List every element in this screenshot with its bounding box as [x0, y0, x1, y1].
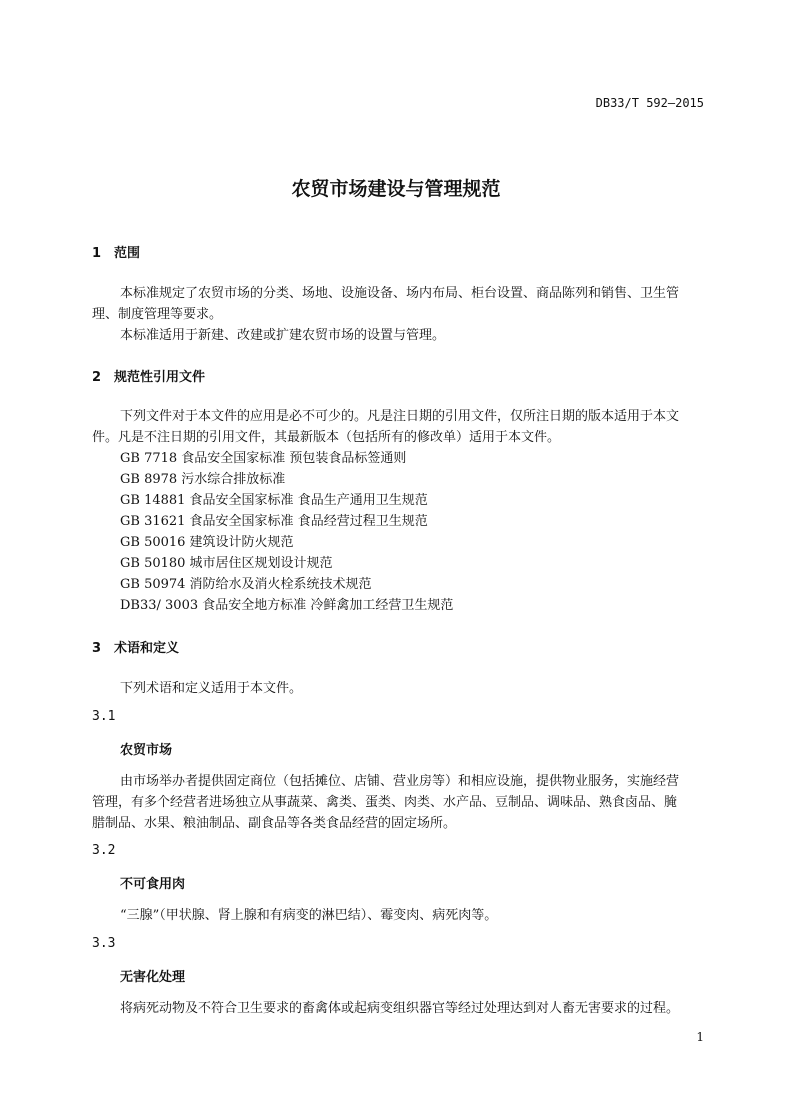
section-number: 1 — [92, 246, 102, 261]
section-1-heading — [92, 242, 140, 261]
page-title: 农贸市场建设与管理规范 — [291, 178, 501, 200]
paragraph-line: 本标准适用于新建、改建或扩建农贸市场的设置与管理。 — [120, 328, 446, 343]
reference-item: GB 50016 建筑设计防火规范 — [120, 535, 294, 550]
reference-item: GB 14881 食品安全国家标准 食品生产通用卫生规范 — [120, 493, 428, 508]
term-title: 不可食用肉 — [120, 877, 186, 892]
reference-item: DB33/ 3003 食品安全地方标准 冷鲜禽加工经营卫生规范 — [120, 598, 454, 613]
term-title: 农贸市场 — [120, 743, 173, 758]
section-number: 3 — [92, 641, 102, 656]
section-2-heading — [92, 366, 205, 385]
definition-line: 由市场举办者提供固定商位（包括摊位、店铺、营业房等）和相应设施，提供物业服务，实施经营 — [120, 774, 680, 789]
section-title: 术语和定义 — [114, 641, 180, 656]
section-number: 2 — [92, 370, 102, 385]
definition-line: “三腺”（甲状腺、肾上腺和有病变的淋巴结）、霉变肉、病死肉等。 — [120, 908, 498, 923]
paragraph-line: 件。凡是不注日期的引用文件，其最新版本（包括所有的修改单）适用于本文件。 — [92, 430, 561, 445]
term-title: 无害化处理 — [120, 970, 186, 985]
definition-line: 腊制品、水果、粮油制品、副食品等各类食品经营的固定场所。 — [92, 816, 457, 831]
section-title: 范围 — [114, 246, 141, 261]
document-code: DB33/T 592—2015 — [595, 96, 704, 110]
reference-item: GB 8978 污水综合排放标准 — [120, 472, 286, 487]
reference-item: GB 50974 消防给水及消火栓系统技术规范 — [120, 577, 372, 592]
paragraph-line: 本标准规定了农贸市场的分类、场地、设施设备、场内布局、柜台设置、商品陈列和销售、卫生管 — [120, 286, 680, 301]
reference-item: GB 7718 食品安全国家标准 预包装食品标签通则 — [120, 451, 407, 466]
term-number: 3.3 — [92, 936, 116, 951]
reference-item: GB 31621 食品安全国家标准 食品经营过程卫生规范 — [120, 514, 428, 529]
paragraph-line: 理、制度管理等要求。 — [92, 307, 223, 322]
term-number: 3.1 — [92, 709, 116, 724]
paragraph-line: 下列术语和定义适用于本文件。 — [120, 681, 303, 696]
paragraph-line: 下列文件对于本文件的应用是必不可少的。凡是注日期的引用文件，仅所注日期的版本适用于本文 — [120, 409, 680, 424]
section-3-heading — [92, 637, 179, 656]
term-number: 3.2 — [92, 843, 116, 858]
reference-item: GB 50180 城市居住区规划设计规范 — [120, 556, 333, 571]
section-title: 规范性引用文件 — [114, 370, 206, 385]
definition-line: 将病死动物及不符合卫生要求的畜禽体或起病变组织器官等经过处理达到对人畜无害要求的过程。 — [120, 1001, 680, 1016]
definition-line: 管理，有多个经营者进场独立从事蔬菜、禽类、蛋类、肉类、水产品、豆制品、调味品、熟食卤品、腌 — [92, 795, 678, 810]
page-number: 1 — [696, 1030, 704, 1044]
